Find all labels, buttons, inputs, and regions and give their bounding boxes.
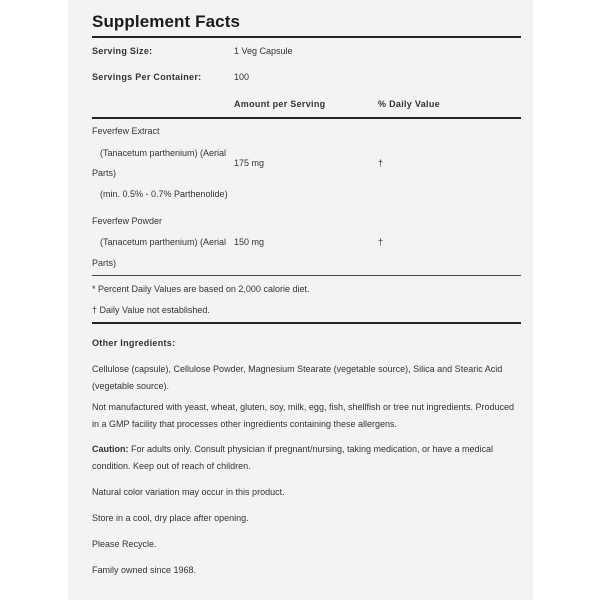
other-ingredients-label: Other Ingredients: [92,338,176,348]
divider [92,275,521,276]
ingredient-name: Feverfew Extract [92,126,160,136]
divider [92,322,521,324]
caution-label: Caution: [92,444,129,454]
allergen-statement: Not manufactured with yeast, wheat, gluten, soy, milk, egg, fish, shellfish or tree nut ingredients. Produced in a GMP facility that processes other ingredients containing these allergens. [92,402,515,429]
ingredient-dv: † [378,158,384,168]
footnote-percent-dv: * Percent Daily Values are based on 2,000 calorie diet. [92,284,310,294]
amount-header: Amount per Serving [234,99,326,109]
ingredient-amount: 175 mg [234,158,265,168]
divider [92,36,521,38]
serving-size-label: Serving Size: [92,46,153,56]
page-title: Supplement Facts [92,12,241,31]
daily-value-header: % Daily Value [378,99,440,109]
other-ingredients-text: Cellulose (capsule), Cellulose Powder, Magnesium Stearate (vegetable source), Silica and Stearic Acid (vegetable source). [92,364,503,391]
ingredient-detail: Parts) [92,168,117,178]
serving-size-value: 1 Veg Capsule [234,46,293,56]
ingredient-detail: (min. 0.5% - 0.7% Parthenolide) [100,189,228,199]
family-note: Family owned since 1968. [92,565,197,575]
storage-note: Store in a cool, dry place after opening. [92,513,249,523]
recycle-note: Please Recycle. [92,539,157,549]
servings-per-container-label: Servings Per Container: [92,72,202,82]
ingredient-name: Feverfew Powder [92,216,163,226]
divider [92,117,521,119]
color-variation-note: Natural color variation may occur in this product. [92,487,285,497]
caution-text: For adults only. Consult physician if pregnant/nursing, taking medication, or have a medical condition. Keep out of reach of children. [92,444,494,471]
ingredient-detail: (Tanacetum parthenium) (Aerial [100,237,227,247]
caution-statement [92,441,522,475]
footnote-not-established: † Daily Value not established. [92,305,210,315]
ingredient-amount: 150 mg [234,237,265,247]
ingredient-dv: † [378,237,384,247]
ingredient-detail: Parts) [92,258,117,268]
servings-per-container-value: 100 [234,72,250,82]
ingredient-detail: (Tanacetum parthenium) (Aerial [100,148,227,158]
